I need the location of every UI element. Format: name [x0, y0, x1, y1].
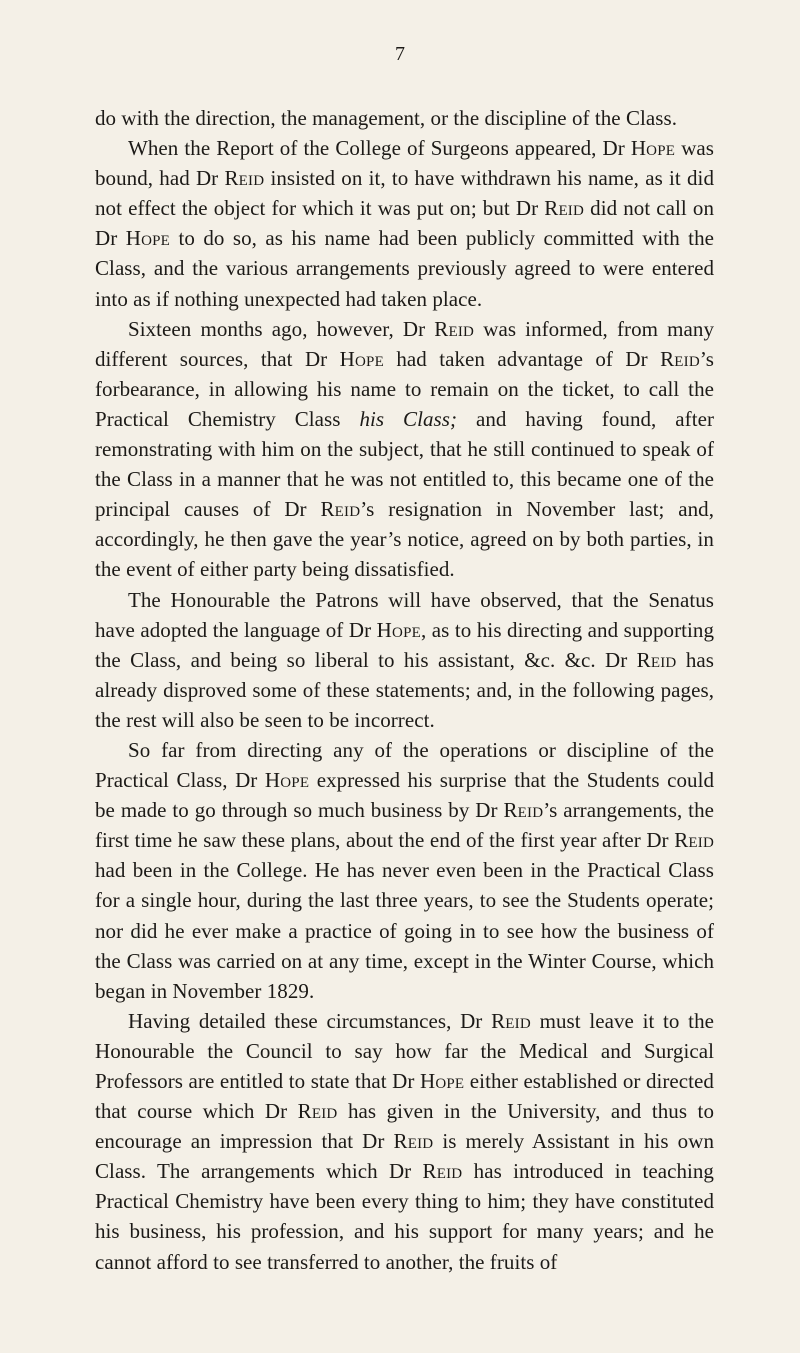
name-smallcaps: Reid: [503, 798, 544, 823]
name-smallcaps: Reid: [422, 1159, 463, 1184]
body-text: [95, 103, 714, 1277]
name-smallcaps: Reid: [544, 196, 585, 221]
text-run: was bound, had Dr: [95, 136, 714, 191]
name-smallcaps: Reid: [636, 647, 677, 672]
text-run: Having detailed these circumstances, Dr: [128, 1008, 492, 1033]
text-run: ’s forbearance, in allowing his name to remain on the ticket, to call the Practical Chemistry Class: [95, 346, 714, 431]
text-run: must leave it to the Honourable the Council to say how far the Medical and Surgical Professors are entitled to state that Dr: [95, 1008, 714, 1093]
text-run: expressed his surprise that the Students could be made to go through so much business by Dr: [95, 768, 714, 823]
text-run: Sixteen months ago, however, Dr: [128, 316, 435, 341]
paragraph: [95, 103, 714, 133]
name-smallcaps: Reid: [660, 346, 700, 371]
name-smallcaps: Reid: [393, 1129, 434, 1154]
text-run: When the Report of the College of Surgeons appeared, Dr: [128, 136, 631, 161]
name-smallcaps: Reid: [297, 1099, 338, 1124]
name-smallcaps: Reid: [224, 166, 265, 191]
text-run: had been in the College. He has never even been in the Practical Class for a single hour, during the last three years, to see the Students operate; nor did he ever make a practice of going in to see how the business of the Class was carried on at any time, except in the Winter Course, which began in November 1829.: [95, 858, 714, 1003]
paragraph: [95, 1006, 714, 1277]
text-run: has introduced in teaching Practical Chemistry have been every thing to him; they have constituted his business, his profession, and his support for many years; and he cannot afford to see transferred to another, the fruits of: [95, 1159, 714, 1274]
text-run: did not call on Dr: [95, 196, 715, 251]
text-run: was informed, from many different sources, that Dr: [95, 316, 715, 371]
name-smallcaps: Reid: [491, 1008, 531, 1033]
name-smallcaps: Hope: [630, 136, 676, 161]
name-smallcaps: Hope: [264, 768, 310, 793]
text-run: had taken advantage of Dr: [383, 346, 661, 371]
name-smallcaps: Hope: [419, 1069, 465, 1093]
name-smallcaps: Hope: [376, 617, 421, 642]
text-run: insisted on it, to have withdrawn his name, as it did not effect the object for which it was put on; but Dr: [95, 166, 714, 221]
paragraph: [95, 585, 714, 735]
text-run: ’s arrangements, the first time he saw these plans, about the end of the first year after Dr: [95, 798, 714, 853]
paragraph: [95, 735, 714, 1006]
text-run: has given in the University, and thus to encourage an impression that Dr: [95, 1099, 714, 1154]
text-run: ’s resignation in November last; and, accordingly, he then gave the year’s notice, agreed on by both parties, in the event of either party being dissatisfied.: [95, 497, 714, 582]
name-smallcaps: Hope: [125, 226, 171, 251]
text-run: , as to his directing and supporting the Class, and being so liberal to his assistant, &c. &c. Dr: [95, 617, 714, 672]
text-run: and having found, after remonstrating with him on the subject, that he still continued to speak of the Class in a manner that he was not entitled to, this became one of the principal causes of Dr: [95, 406, 715, 522]
text-run: either established or directed that course which Dr: [95, 1069, 714, 1124]
text-run: is merely Assistant in his own Class. The arrangements which Dr: [95, 1129, 715, 1184]
text-run: The Honourable the Patrons will have observed, that the Senatus have adopted the language of Dr: [95, 587, 714, 642]
text-run: So far from directing any of the operations or discipline of the Practical Class, Dr: [95, 737, 714, 793]
name-smallcaps: Reid: [320, 497, 361, 522]
name-smallcaps: Hope: [339, 346, 384, 371]
name-smallcaps: Reid: [674, 828, 714, 853]
name-smallcaps: Reid: [434, 316, 475, 341]
paragraph: [95, 314, 714, 585]
page-number: 7: [395, 43, 405, 65]
text-run: do with the direction, the management, or the discipline of the Class.: [95, 106, 678, 130]
paragraph: [95, 133, 714, 314]
italic-text: his Class;: [359, 406, 458, 431]
text-run: has already disproved some of these statements; and, in the following pages, the rest will also be seen to be incorrect.: [95, 647, 714, 732]
text-run: to do so, as his name had been publicly committed with the Class, and the various arrangements previously agreed to were entered into as if nothing unexpected had taken place.: [95, 226, 714, 311]
